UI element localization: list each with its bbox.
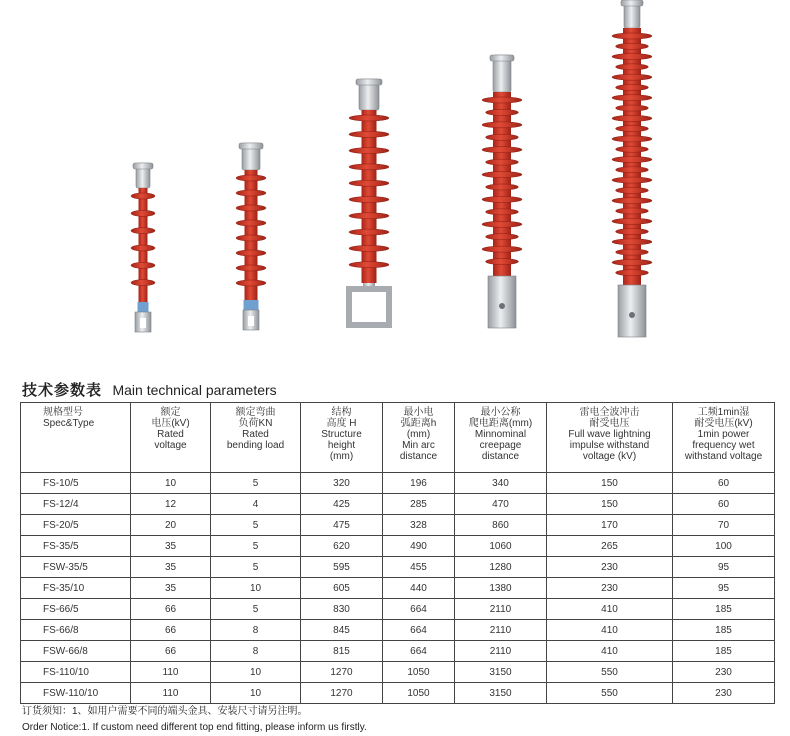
insulator-photo-1 (131, 163, 155, 332)
table-cell: 664 (383, 641, 455, 662)
insulator-product-photos (0, 0, 790, 345)
table-cell: 845 (301, 620, 383, 641)
table-cell: 425 (301, 494, 383, 515)
table-cell: 185 (673, 599, 775, 620)
column-header-line: 额定 (160, 407, 181, 418)
table-cell: 455 (383, 557, 455, 578)
table-cell: 1050 (383, 662, 455, 683)
table-cell: 1280 (455, 557, 547, 578)
spec-type-cell: FS-110/10 (21, 662, 131, 683)
column-header-line: Rated (242, 429, 269, 440)
spec-type-cell: FSW-110/10 (21, 683, 131, 704)
table-row (21, 494, 775, 515)
spec-type-cell: FS-10/5 (21, 473, 131, 494)
order-notice-en: Order Notice:1. If custom need different top end fitting, please inform us firstly. (22, 722, 367, 733)
table-row (21, 620, 775, 641)
column-header-line: Minnominal (474, 429, 527, 440)
insulator-photo-3 (349, 79, 389, 325)
table-cell: 95 (673, 578, 775, 599)
column-header-line: 最小公称 (480, 407, 521, 418)
table-cell: 340 (455, 473, 547, 494)
table-cell: 66 (131, 599, 211, 620)
table-cell: 60 (673, 473, 775, 494)
table-cell: 815 (301, 641, 383, 662)
table-row (21, 662, 775, 683)
table-cell: 285 (383, 494, 455, 515)
table-cell: 70 (673, 515, 775, 536)
table-cell: 110 (131, 683, 211, 704)
table-cell: 410 (547, 641, 673, 662)
table-cell: 664 (383, 620, 455, 641)
table-row (21, 578, 775, 599)
column-header-line: 结构 (331, 407, 352, 418)
table-row (21, 536, 775, 557)
table-cell: 664 (383, 599, 455, 620)
table-cell: 185 (673, 641, 775, 662)
table-cell: 860 (455, 515, 547, 536)
table-row (21, 599, 775, 620)
column-header-line: Full wave lightning (568, 429, 651, 440)
table-cell: 490 (383, 536, 455, 557)
table-cell: 4 (211, 494, 301, 515)
column-header-line: 弧距离h (400, 418, 437, 429)
table-cell: 595 (301, 557, 383, 578)
column-header-line: 雷电全波冲击 (579, 407, 640, 418)
table-cell: 440 (383, 578, 455, 599)
table-cell: 35 (131, 578, 211, 599)
table-cell: 5 (211, 599, 301, 620)
table-cell: 5 (211, 473, 301, 494)
column-header-line: impulse withstand (569, 440, 650, 451)
insulator-photo-4 (482, 55, 522, 328)
spec-type-cell: FS-35/5 (21, 536, 131, 557)
table-cell: 230 (547, 557, 673, 578)
column-header-line: distance (399, 451, 438, 462)
column-header-line: Structure (321, 429, 362, 440)
table-cell: 1270 (301, 683, 383, 704)
column-header-line: Rated (157, 429, 184, 440)
table-cell: 110 (131, 662, 211, 683)
spec-type-cell: FS-66/5 (21, 599, 131, 620)
column-header (301, 403, 383, 473)
table-cell: 230 (547, 578, 673, 599)
column-header-line: 耐受电压 (589, 418, 630, 429)
table-row (21, 683, 775, 704)
column-header (21, 403, 131, 473)
section-title (22, 379, 277, 400)
table-cell: 10 (211, 683, 301, 704)
table-cell: 265 (547, 536, 673, 557)
table-cell: 830 (301, 599, 383, 620)
table-cell: 2110 (455, 620, 547, 641)
table-cell: 5 (211, 515, 301, 536)
table-cell: 8 (211, 641, 301, 662)
table-cell: 185 (673, 620, 775, 641)
table-cell: 3150 (455, 683, 547, 704)
column-header-line: frequency wet (692, 440, 755, 451)
table-cell: 5 (211, 536, 301, 557)
table-cell: 100 (673, 536, 775, 557)
spec-type-cell: FS-12/4 (21, 494, 131, 515)
column-header (455, 403, 547, 473)
table-cell: 230 (673, 683, 775, 704)
column-header-line: 负荷KN (238, 418, 273, 429)
table-header-row (21, 403, 775, 473)
column-header-line: bending load (226, 440, 285, 451)
table-row (21, 473, 775, 494)
column-header-line: voltage (154, 440, 187, 451)
table-cell: 550 (547, 662, 673, 683)
column-header-line: 工频1min湿 (697, 407, 750, 418)
column-header (547, 403, 673, 473)
table-cell: 10 (211, 578, 301, 599)
spec-type-cell: FS-66/8 (21, 620, 131, 641)
table-cell: 1060 (455, 536, 547, 557)
column-header-line: 爬电距离(mm) (468, 418, 533, 429)
table-row (21, 557, 775, 578)
table-cell: 150 (547, 494, 673, 515)
table-cell: 1380 (455, 578, 547, 599)
table-row (21, 641, 775, 662)
table-cell: 95 (673, 557, 775, 578)
column-header (131, 403, 211, 473)
column-header-line: (mm) (406, 429, 431, 440)
table-cell: 2110 (455, 599, 547, 620)
section-title-cn: 技术参数表 (22, 382, 103, 399)
table-cell: 230 (673, 662, 775, 683)
column-header-line: Min arc (402, 440, 435, 451)
technical-parameters-table (20, 402, 775, 704)
column-header-line: (mm) (329, 451, 354, 462)
column-header-line: 高度 H (326, 418, 357, 429)
column-header-line: 耐受电压(kV) (694, 418, 753, 429)
table-row (21, 515, 775, 536)
table-cell: 10 (211, 662, 301, 683)
column-header-line: withstand voltage (684, 451, 763, 462)
table-cell: 410 (547, 599, 673, 620)
table-cell: 2110 (455, 641, 547, 662)
column-header-line: 电压(kV) (151, 418, 190, 429)
table-cell: 550 (547, 683, 673, 704)
table-cell: 150 (547, 473, 673, 494)
table-cell: 35 (131, 557, 211, 578)
column-header-line: 1min power (697, 429, 750, 440)
column-header-line: height (327, 440, 356, 451)
column-header-line: Spec&Type (43, 418, 95, 429)
table-cell: 605 (301, 578, 383, 599)
spec-type-cell: FSW-66/8 (21, 641, 131, 662)
spec-type-cell: FSW-35/5 (21, 557, 131, 578)
table-cell: 12 (131, 494, 211, 515)
column-header-line: 规格型号 (43, 407, 83, 418)
table-cell: 66 (131, 620, 211, 641)
insulator-photo-2 (236, 143, 266, 330)
table-cell: 1050 (383, 683, 455, 704)
table-cell: 60 (673, 494, 775, 515)
column-header-line: 最小电 (403, 407, 434, 418)
column-header (211, 403, 301, 473)
table-cell: 470 (455, 494, 547, 515)
column-header-line: creepage (479, 440, 522, 451)
order-notice-cn: 订货须知：1、如用户需要不同的端头金具、安装尺寸请另注明。 (22, 706, 308, 717)
table-cell: 1270 (301, 662, 383, 683)
table-cell: 328 (383, 515, 455, 536)
order-notice (22, 704, 367, 736)
table-cell: 475 (301, 515, 383, 536)
column-header-line: distance (481, 451, 520, 462)
table-cell: 20 (131, 515, 211, 536)
insulator-photo-5 (612, 0, 652, 337)
column-header-line: 额定弯曲 (235, 407, 276, 418)
column-header (673, 403, 775, 473)
table-cell: 5 (211, 557, 301, 578)
table-cell: 35 (131, 536, 211, 557)
table-cell: 66 (131, 641, 211, 662)
spec-type-cell: FS-20/5 (21, 515, 131, 536)
section-title-en: Main technical parameters (112, 382, 277, 398)
table-cell: 8 (211, 620, 301, 641)
table-cell: 10 (131, 473, 211, 494)
table-cell: 196 (383, 473, 455, 494)
table-cell: 320 (301, 473, 383, 494)
column-header-line: voltage (kV) (582, 451, 637, 462)
table-cell: 620 (301, 536, 383, 557)
table-cell: 170 (547, 515, 673, 536)
column-header (383, 403, 455, 473)
table-cell: 3150 (455, 662, 547, 683)
table-cell: 410 (547, 620, 673, 641)
spec-type-cell: FS-35/10 (21, 578, 131, 599)
